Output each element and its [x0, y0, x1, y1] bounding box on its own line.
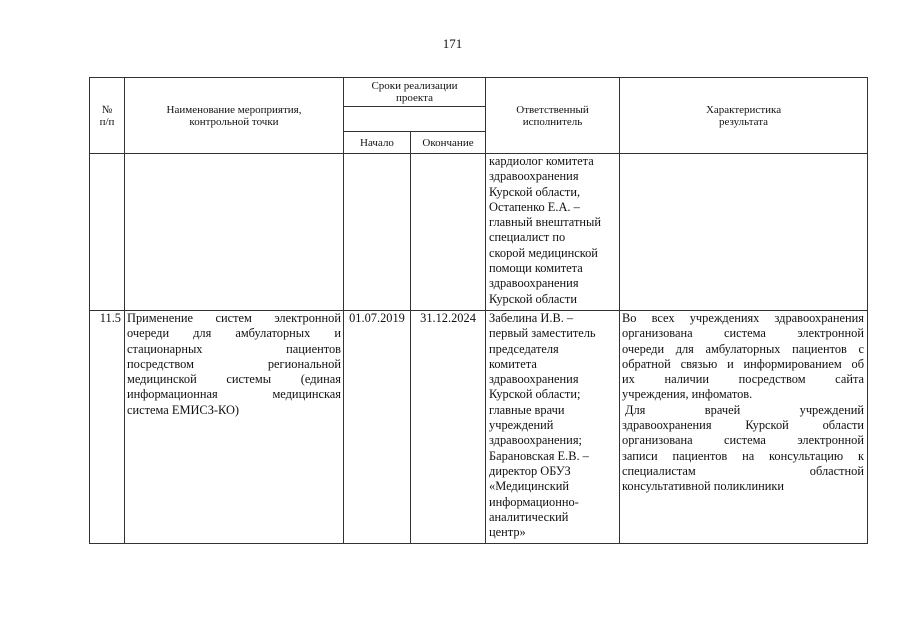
page-number: 171 [442, 36, 463, 51]
table-row [90, 311, 868, 544]
responsible-cell [486, 311, 620, 544]
header-responsible [486, 78, 620, 154]
responsible-line: главный внештатный [489, 215, 601, 230]
responsible-line: Барановская Е.В. – [489, 448, 589, 463]
header-responsible-line2: исполнитель [522, 115, 583, 128]
responsible-line: кардиолог комитета [489, 154, 594, 168]
responsible-line: аналитический [489, 509, 569, 524]
header-start: Начало [344, 132, 411, 154]
header-name [125, 78, 344, 154]
measure-name-line: посредством региональной [127, 356, 341, 371]
responsible-line: первый заместитель [489, 326, 596, 341]
responsible-line: скорой медицинской [489, 245, 598, 260]
result-line: записи пациентов на консультацию к [622, 448, 865, 463]
header-result [620, 78, 868, 154]
responsible-line: учреждений [489, 418, 554, 433]
project-table [89, 77, 868, 544]
result-line: организована система электронной [622, 326, 865, 341]
result-line: очереди для амбулаторных пациентов с [622, 341, 865, 356]
responsible-line: Курской области [489, 291, 577, 306]
responsible-line: Забелина И.В. – [489, 311, 574, 325]
header-name-line2: контрольной точки [189, 115, 279, 128]
result-line: Для врачей учреждений [625, 402, 865, 417]
responsible-line: «Медицинский [489, 479, 570, 494]
responsible-line: помощи комитета [489, 261, 583, 276]
header-result-line2: результата [718, 115, 769, 128]
responsible-line: здравоохранения [489, 169, 579, 184]
cell-empty [125, 154, 344, 311]
responsible-line: Остапенко Е.А. – [489, 199, 580, 214]
result-line: специалистам областной [622, 463, 865, 478]
measure-name-line: Применение систем электронной [127, 311, 341, 325]
header-responsible-line1: Ответственный [516, 103, 589, 116]
cell-empty [90, 154, 125, 311]
responsible-cell [486, 154, 620, 311]
header-terms-line2: проекта [396, 92, 433, 104]
header-number-line1: № [101, 103, 113, 116]
start-date: 01.07.2019 [344, 311, 411, 544]
measure-name-cell [125, 311, 344, 544]
result-line: их наличии посредством сайта [622, 372, 865, 387]
responsible-line: директор ОБУЗ [489, 463, 571, 478]
header-terms [344, 78, 486, 107]
responsible-line: специалист по [489, 230, 566, 245]
responsible-line: Курской области, [489, 184, 581, 199]
measure-name-line: очереди для амбулаторных и [127, 326, 341, 341]
responsible-line: информационно- [489, 494, 579, 509]
header-terms-line1: Сроки реализации [371, 80, 458, 92]
measure-name-line: стационарных пациентов [127, 341, 341, 356]
header-end: Окончание [411, 132, 486, 154]
result-line: организована система электронной [622, 433, 865, 448]
header-result-line1: Характеристика [705, 103, 782, 116]
result-cell [620, 311, 868, 544]
responsible-line: здравоохранения [489, 276, 579, 291]
responsible-line: здравоохранения; [489, 433, 582, 448]
result-line: Во всех учреждениях здравоохранения [622, 311, 865, 325]
responsible-line: здравоохранения [489, 372, 579, 387]
responsible-line: главные врачи [489, 402, 565, 417]
cell-empty [620, 154, 868, 311]
responsible-line: Курской области; [489, 387, 581, 402]
responsible-line: председателя [489, 341, 559, 356]
table-row [90, 154, 868, 311]
header-name-line1: Наименование мероприятия, [166, 103, 302, 116]
row-number: 11.5 [90, 311, 125, 544]
end-date: 31.12.2024 [411, 311, 486, 544]
header-terms-empty [344, 107, 486, 132]
header-number [90, 78, 125, 154]
measure-name-line: информационная медицинская [127, 387, 341, 402]
result-line: обратной связью и информированием об [622, 356, 865, 371]
measure-name-line: система ЕМИСЗ-КО) [127, 402, 240, 417]
cell-empty [344, 154, 411, 311]
responsible-line: комитета [489, 356, 537, 371]
result-line: учреждения, инфоматов. [622, 387, 753, 402]
result-line: консультативной поликлиники [622, 479, 784, 494]
responsible-line: центр» [489, 525, 526, 540]
measure-name-line: медицинской системы (единая [127, 372, 341, 387]
result-line: здравоохранения Курской области [622, 418, 865, 433]
cell-empty [411, 154, 486, 311]
header-number-line2: п/п [99, 115, 115, 128]
